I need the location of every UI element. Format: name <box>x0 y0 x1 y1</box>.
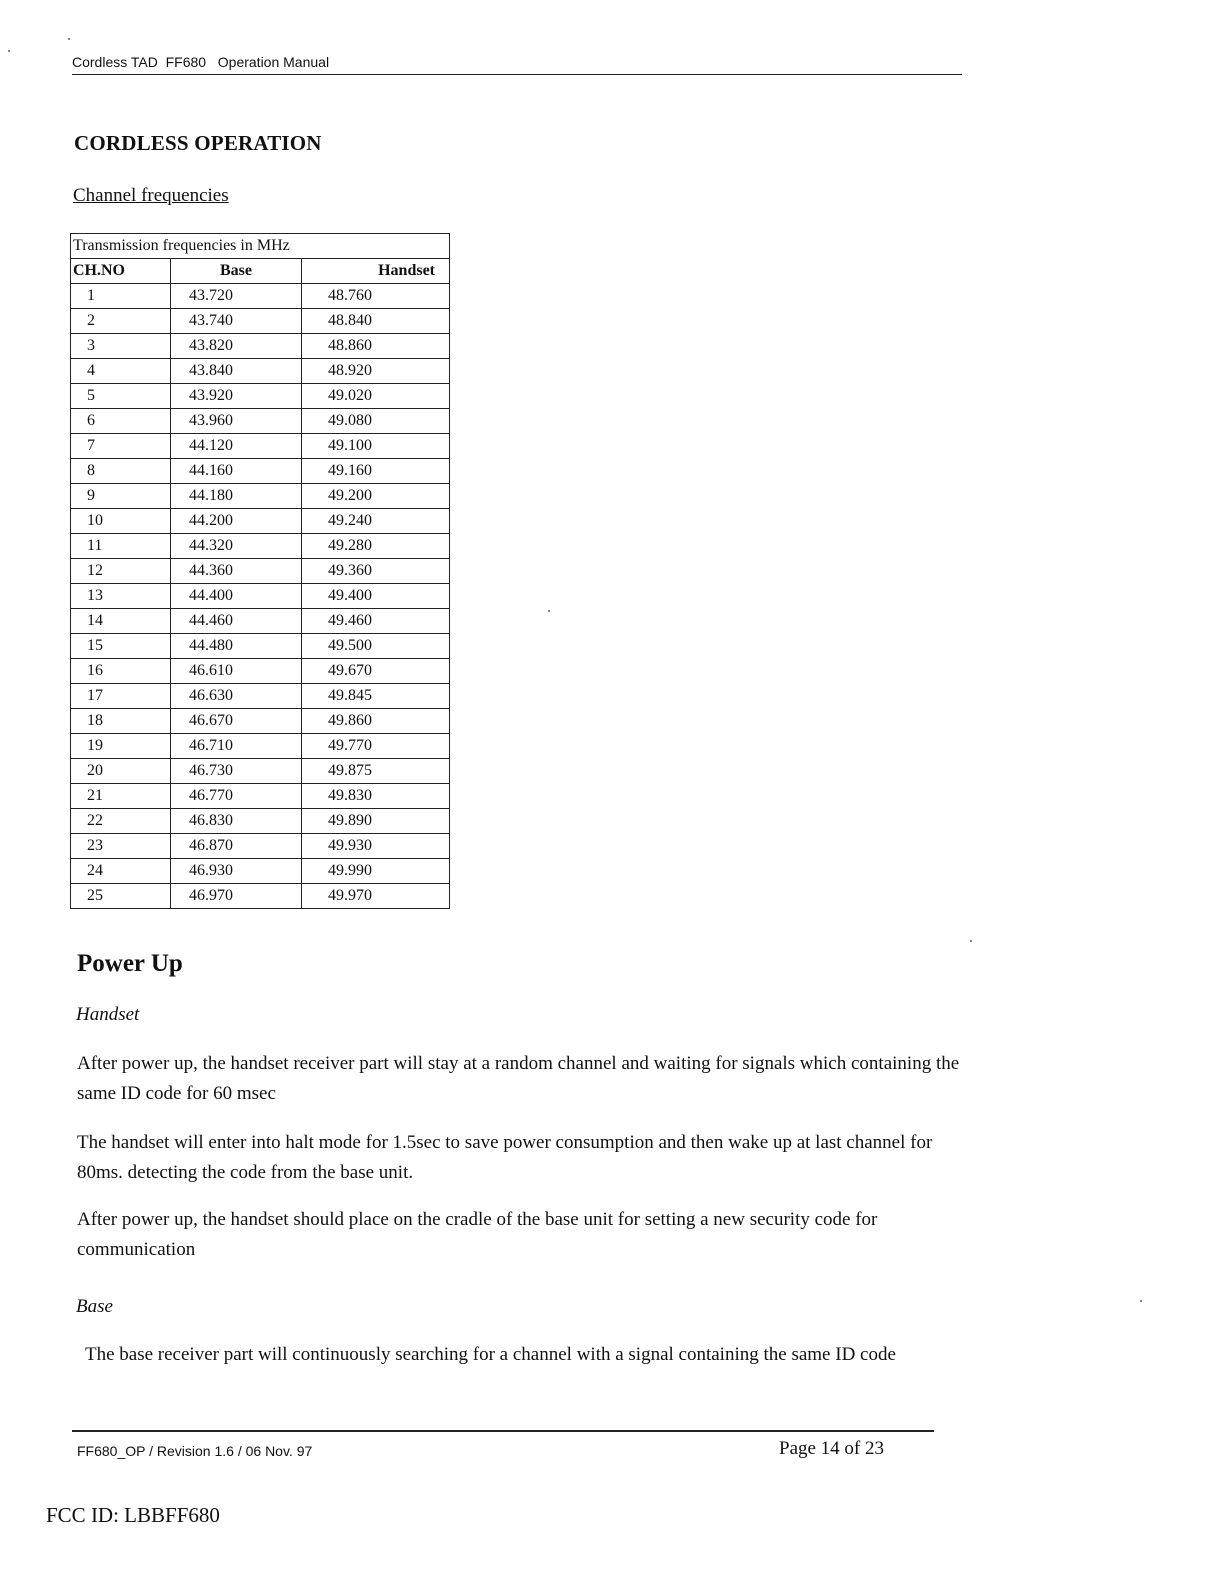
cell-base: 43.960 <box>171 409 302 434</box>
cell-chno: 13 <box>71 584 171 609</box>
scan-speck <box>8 50 10 52</box>
cell-handset: 49.860 <box>302 709 450 734</box>
cell-chno: 22 <box>71 809 171 834</box>
table-row <box>71 309 450 334</box>
table-caption: Transmission frequencies in MHz <box>71 234 450 259</box>
cell-base: 46.970 <box>171 884 302 909</box>
cell-chno: 18 <box>71 709 171 734</box>
scan-speck <box>548 610 550 612</box>
cell-base: 44.360 <box>171 559 302 584</box>
cell-chno: 12 <box>71 559 171 584</box>
footer-revision: FF680_OP / Revision 1.6 / 06 Nov. 97 <box>77 1443 313 1459</box>
cell-base: 44.120 <box>171 434 302 459</box>
cell-chno: 7 <box>71 434 171 459</box>
cell-handset: 49.360 <box>302 559 450 584</box>
cell-chno: 2 <box>71 309 171 334</box>
cell-base: 43.820 <box>171 334 302 359</box>
cell-base: 46.710 <box>171 734 302 759</box>
table-row <box>71 659 450 684</box>
table-row <box>71 759 450 784</box>
cell-chno: 15 <box>71 634 171 659</box>
base-paragraph-1: The base receiver part will continuously searching for a channel with a signal containing the same ID code <box>85 1344 896 1365</box>
table-row <box>71 459 450 484</box>
cell-chno: 1 <box>71 284 171 309</box>
cell-handset: 48.760 <box>302 284 450 309</box>
cell-base: 46.870 <box>171 834 302 859</box>
scan-speck <box>1140 1300 1142 1302</box>
handset-paragraph-2: The handset will enter into halt mode for 1.5sec to save power consumption and then wake up at last channel for 80ms. detecting the code from the base unit. <box>77 1132 933 1183</box>
table-row <box>71 609 450 634</box>
table-row <box>71 784 450 809</box>
scan-speck <box>68 38 70 40</box>
cell-handset: 49.080 <box>302 409 450 434</box>
footer-rule <box>72 1430 934 1432</box>
table-row <box>71 734 450 759</box>
cell-handset: 49.200 <box>302 484 450 509</box>
table-row <box>71 709 450 734</box>
cell-base: 44.180 <box>171 484 302 509</box>
cell-handset: 49.020 <box>302 384 450 409</box>
handset-subtitle: Handset <box>76 1004 140 1025</box>
cell-handset: 49.500 <box>302 634 450 659</box>
table-row <box>71 334 450 359</box>
cell-base: 44.320 <box>171 534 302 559</box>
cell-handset: 49.930 <box>302 834 450 859</box>
table-row <box>71 859 450 884</box>
cell-handset: 49.770 <box>302 734 450 759</box>
footer-page-number: Page 14 of 23 <box>779 1438 885 1459</box>
table-body <box>71 284 450 909</box>
cell-chno: 19 <box>71 734 171 759</box>
handset-paragraph-3: After power up, the handset should place on the cradle of the base unit for setting a new security code for communication <box>77 1209 878 1260</box>
cell-base: 46.830 <box>171 809 302 834</box>
table-row <box>71 434 450 459</box>
cell-handset: 49.670 <box>302 659 450 684</box>
cell-base: 46.730 <box>171 759 302 784</box>
header-doc-title: Operation Manual <box>217 54 330 70</box>
cell-chno: 8 <box>71 459 171 484</box>
cell-handset: 48.840 <box>302 309 450 334</box>
cell-base: 46.770 <box>171 784 302 809</box>
cell-handset: 49.845 <box>302 684 450 709</box>
cell-handset: 49.890 <box>302 809 450 834</box>
cell-chno: 16 <box>71 659 171 684</box>
cell-chno: 3 <box>71 334 171 359</box>
cell-chno: 25 <box>71 884 171 909</box>
handset-paragraph-1: After power up, the handset receiver part will stay at a random channel and waiting for signals which containing the same ID code for 60 msec <box>77 1053 960 1104</box>
table-row <box>71 884 450 909</box>
cell-chno: 24 <box>71 859 171 884</box>
cell-handset: 48.860 <box>302 334 450 359</box>
cell-chno: 11 <box>71 534 171 559</box>
cell-base: 43.920 <box>171 384 302 409</box>
column-header-base: Base <box>171 259 302 284</box>
fcc-id: FCC ID: LBBFF680 <box>46 1503 220 1527</box>
cell-base: 46.930 <box>171 859 302 884</box>
frequency-table <box>70 233 450 909</box>
page-header <box>72 54 962 75</box>
cell-base: 44.460 <box>171 609 302 634</box>
cell-base: 46.670 <box>171 709 302 734</box>
table-row <box>71 284 450 309</box>
table-row <box>71 559 450 584</box>
column-header-handset: Handset <box>302 259 450 284</box>
cell-chno: 6 <box>71 409 171 434</box>
table-row <box>71 359 450 384</box>
cell-chno: 5 <box>71 384 171 409</box>
cell-base: 43.740 <box>171 309 302 334</box>
table-row <box>71 484 450 509</box>
cell-chno: 23 <box>71 834 171 859</box>
table-row <box>71 509 450 534</box>
cell-handset: 49.875 <box>302 759 450 784</box>
table-row <box>71 384 450 409</box>
table-row <box>71 634 450 659</box>
cell-base: 43.720 <box>171 284 302 309</box>
subsection-title: Channel frequencies <box>73 185 229 206</box>
column-header-chno: CH.NO <box>71 259 171 284</box>
cell-handset: 49.400 <box>302 584 450 609</box>
cell-handset: 49.460 <box>302 609 450 634</box>
section-title: CORDLESS OPERATION <box>74 131 322 155</box>
cell-chno: 10 <box>71 509 171 534</box>
cell-chno: 4 <box>71 359 171 384</box>
cell-base: 44.480 <box>171 634 302 659</box>
cell-handset: 48.920 <box>302 359 450 384</box>
cell-handset: 49.240 <box>302 509 450 534</box>
table-row <box>71 534 450 559</box>
cell-handset: 49.280 <box>302 534 450 559</box>
header-model: FF680 <box>165 54 207 70</box>
cell-chno: 17 <box>71 684 171 709</box>
cell-handset: 49.100 <box>302 434 450 459</box>
table-row <box>71 809 450 834</box>
cell-base: 44.200 <box>171 509 302 534</box>
table-row <box>71 584 450 609</box>
cell-base: 46.630 <box>171 684 302 709</box>
table-row <box>71 834 450 859</box>
cell-handset: 49.990 <box>302 859 450 884</box>
cell-base: 44.400 <box>171 584 302 609</box>
cell-handset: 49.970 <box>302 884 450 909</box>
cell-base: 43.840 <box>171 359 302 384</box>
cell-chno: 9 <box>71 484 171 509</box>
power-up-title: Power Up <box>77 950 183 977</box>
cell-handset: 49.160 <box>302 459 450 484</box>
cell-handset: 49.830 <box>302 784 450 809</box>
scan-speck <box>970 940 972 942</box>
cell-base: 46.610 <box>171 659 302 684</box>
table-row <box>71 409 450 434</box>
cell-chno: 14 <box>71 609 171 634</box>
table-row <box>71 684 450 709</box>
header-product: Cordless TAD <box>72 54 158 70</box>
cell-base: 44.160 <box>171 459 302 484</box>
base-subtitle: Base <box>76 1296 113 1317</box>
cell-chno: 21 <box>71 784 171 809</box>
cell-chno: 20 <box>71 759 171 784</box>
